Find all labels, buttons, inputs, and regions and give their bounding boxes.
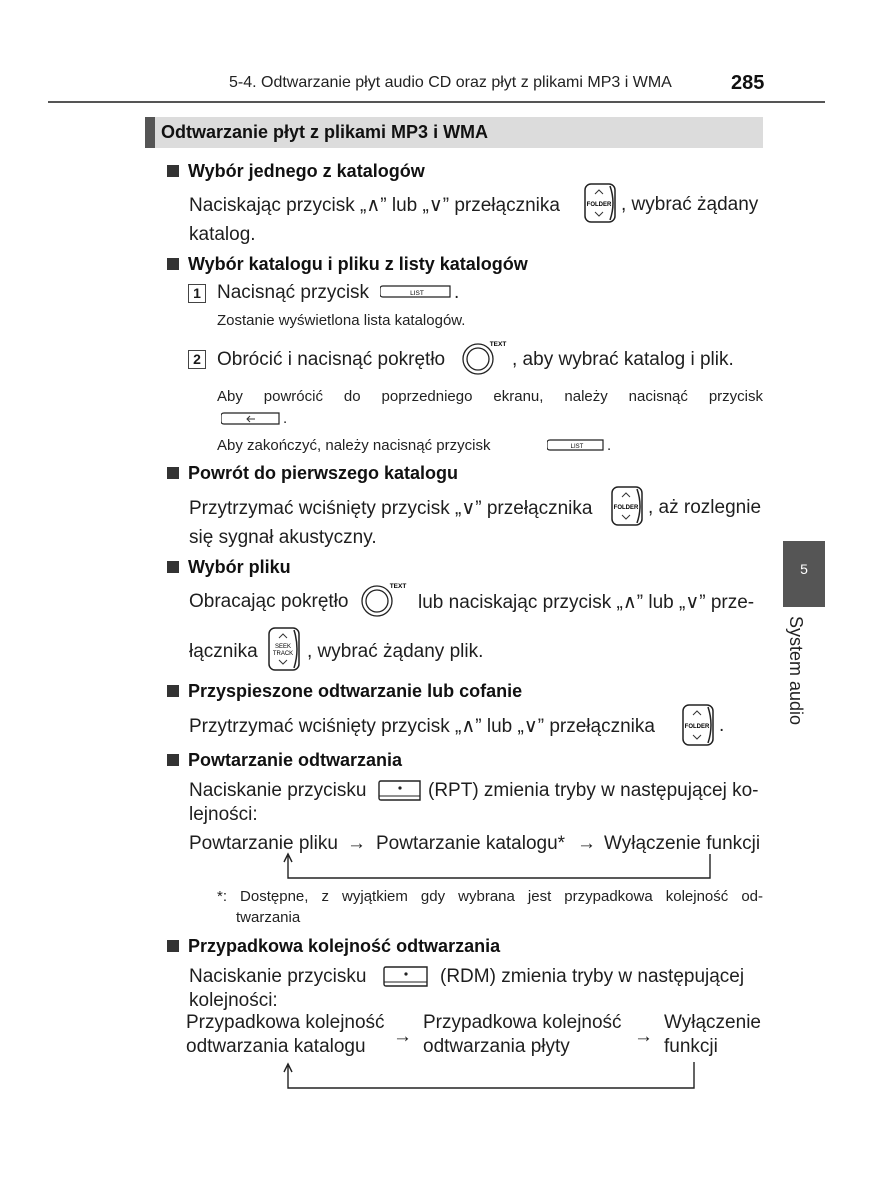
section-title: Odtwarzanie płyt z plikami MP3 i WMA — [161, 122, 489, 142]
heading-random — [167, 936, 500, 957]
exit-note-end: . — [607, 437, 612, 454]
step-2-text: Obrócić i nacisnąć pokrętło — [217, 349, 446, 370]
s5-line1: Przytrzymać wciśnięty przycisk „∧” lub „∨” przełącznika — [189, 716, 655, 737]
heading-text: Wybór katalogu i pliku z listy katalogów — [188, 254, 528, 274]
heading-select-folder — [167, 161, 425, 182]
folder-switch-icon — [680, 704, 716, 746]
rdm-preset-button-icon — [383, 966, 429, 988]
s6-line2: lejności: — [189, 804, 258, 825]
bullet-square-icon — [167, 467, 179, 479]
step-1-text: Nacisnąć przycisk — [217, 282, 370, 303]
svg-text:FOLDER: FOLDER — [613, 505, 639, 511]
heading-select-from-list — [167, 254, 528, 275]
svg-text:SEEK: SEEK — [274, 644, 292, 650]
flow-arrow: → — [634, 1026, 653, 1047]
back-note: Aby powrócić do poprzedniego ekranu, należy nacisnąć przycisk — [217, 388, 763, 405]
repeat-flow-step-3: Wyłączenie funkcji — [604, 833, 761, 854]
flow-arrow: → — [393, 1026, 412, 1047]
s1-line2: katalog. — [189, 224, 256, 245]
random-loop-arrow — [280, 1060, 700, 1092]
s5-line1-end: . — [719, 715, 725, 736]
s7-line2: kolejności: — [189, 990, 278, 1011]
bullet-square-icon — [167, 165, 179, 177]
s7-line1-a: Naciskanie przycisku — [189, 966, 367, 987]
heading-text: Przyspieszone odtwarzanie lub cofanie — [188, 681, 523, 701]
s3-line1-b: , aż rozlegnie — [648, 497, 762, 518]
heading-select-file — [167, 557, 291, 578]
svg-text:TEXT: TEXT — [489, 341, 507, 348]
s3-line2: się sygnał akustyczny. — [189, 527, 377, 548]
folder-switch-icon — [609, 486, 645, 526]
random-flow-step-2-line2: odtwarzania płyty — [423, 1036, 570, 1057]
svg-text:FOLDER: FOLDER — [684, 724, 710, 730]
s3-line1-a: Przytrzymać wciśnięty przycisk „∨” przełącznika — [189, 498, 593, 519]
rpt-preset-button-icon — [378, 780, 422, 802]
step-2-end: , aby wybrać katalog i plik. — [512, 349, 734, 370]
repeat-flow-step-2: Powtarzanie katalogu* — [376, 833, 566, 854]
repeat-loop-arrow — [280, 852, 720, 882]
chapter-label: System audio — [786, 616, 806, 726]
flow-arrow: → — [347, 833, 366, 854]
header-title: 5-4. Odtwarzanie płyt audio CD oraz płyt z plikami MP3 i WMA — [229, 74, 672, 91]
heading-text: Powtarzanie odtwarzania — [188, 750, 403, 770]
random-flow-step-1-line1: Przypadkowa kolejność — [186, 1012, 385, 1033]
s1-line1-b: , wybrać żądany — [621, 194, 759, 215]
bullet-square-icon — [167, 685, 179, 697]
random-flow-step-3-line1: Wyłączenie — [664, 1012, 761, 1033]
svg-text:TRACK: TRACK — [272, 651, 294, 657]
heading-fast-forward-rewind — [167, 681, 522, 702]
s7-line1-b: (RDM) zmienia tryby w następującej — [440, 966, 745, 987]
bullet-square-icon — [167, 940, 179, 952]
step-2-number: 2 — [188, 350, 206, 369]
chapter-number: 5 — [800, 561, 808, 577]
s4-line1-a: Obracając pokrętło — [189, 591, 349, 612]
bullet-square-icon — [167, 258, 179, 270]
step-1-note: Zostanie wyświetlona lista katalogów. — [217, 312, 466, 329]
repeat-flow-step-1: Powtarzanie pliku — [189, 833, 338, 854]
random-flow-step-3-line2: funkcji — [664, 1036, 718, 1057]
seek-track-switch-icon — [266, 627, 304, 671]
s1-line1-a: Naciskając przycisk „∧” lub „∨” przełącznika — [189, 195, 560, 216]
heading-repeat — [167, 750, 402, 771]
text-knob-icon — [361, 580, 409, 620]
s6-line1-b: (RPT) zmienia tryby w następującej ko- — [428, 780, 759, 801]
heading-return-first-folder — [167, 463, 458, 484]
flow-arrow: → — [577, 833, 596, 854]
svg-text:FOLDER: FOLDER — [586, 202, 612, 208]
svg-text:LIST: LIST — [570, 444, 584, 450]
svg-text:LIST: LIST — [410, 290, 424, 297]
page-number: 285 — [731, 72, 765, 94]
svg-text:TEXT: TEXT — [389, 583, 407, 590]
text-knob-icon — [460, 338, 508, 378]
s4-line2-a: łącznika — [189, 641, 258, 662]
s4-line1-b: lub naciskając przycisk „∧” lub „∨” prze- — [418, 592, 755, 613]
back-button-icon — [221, 412, 281, 426]
list-button-icon — [380, 285, 452, 299]
random-flow-step-1-line2: odtwarzania katalogu — [186, 1036, 366, 1057]
header-rule — [48, 101, 825, 103]
footnote-line1: *: Dostępne, z wyjątkiem gdy wybrana jest przypadkowa kolejność od- — [217, 888, 763, 905]
footnote-line2: twarzania — [236, 909, 301, 926]
bullet-square-icon — [167, 561, 179, 573]
exit-note: Aby zakończyć, należy nacisnąć przycisk — [217, 437, 491, 454]
step-1-number: 1 — [188, 284, 206, 303]
heading-text: Wybór pliku — [188, 557, 291, 577]
heading-text: Przypadkowa kolejność odtwarzania — [188, 936, 501, 956]
s6-line1-a: Naciskanie przycisku — [189, 780, 367, 801]
heading-text: Powrót do pierwszego katalogu — [188, 463, 459, 483]
heading-text: Wybór jednego z katalogów — [188, 161, 425, 181]
random-flow-step-2-line1: Przypadkowa kolejność — [423, 1012, 622, 1033]
folder-switch-icon — [582, 183, 618, 223]
s4-line2-b: , wybrać żądany plik. — [307, 641, 484, 662]
bullet-square-icon — [167, 754, 179, 766]
chapter-tab — [783, 541, 825, 607]
step-1-end: . — [454, 282, 460, 303]
list-button-icon — [547, 439, 605, 452]
back-note-end: . — [283, 410, 288, 427]
